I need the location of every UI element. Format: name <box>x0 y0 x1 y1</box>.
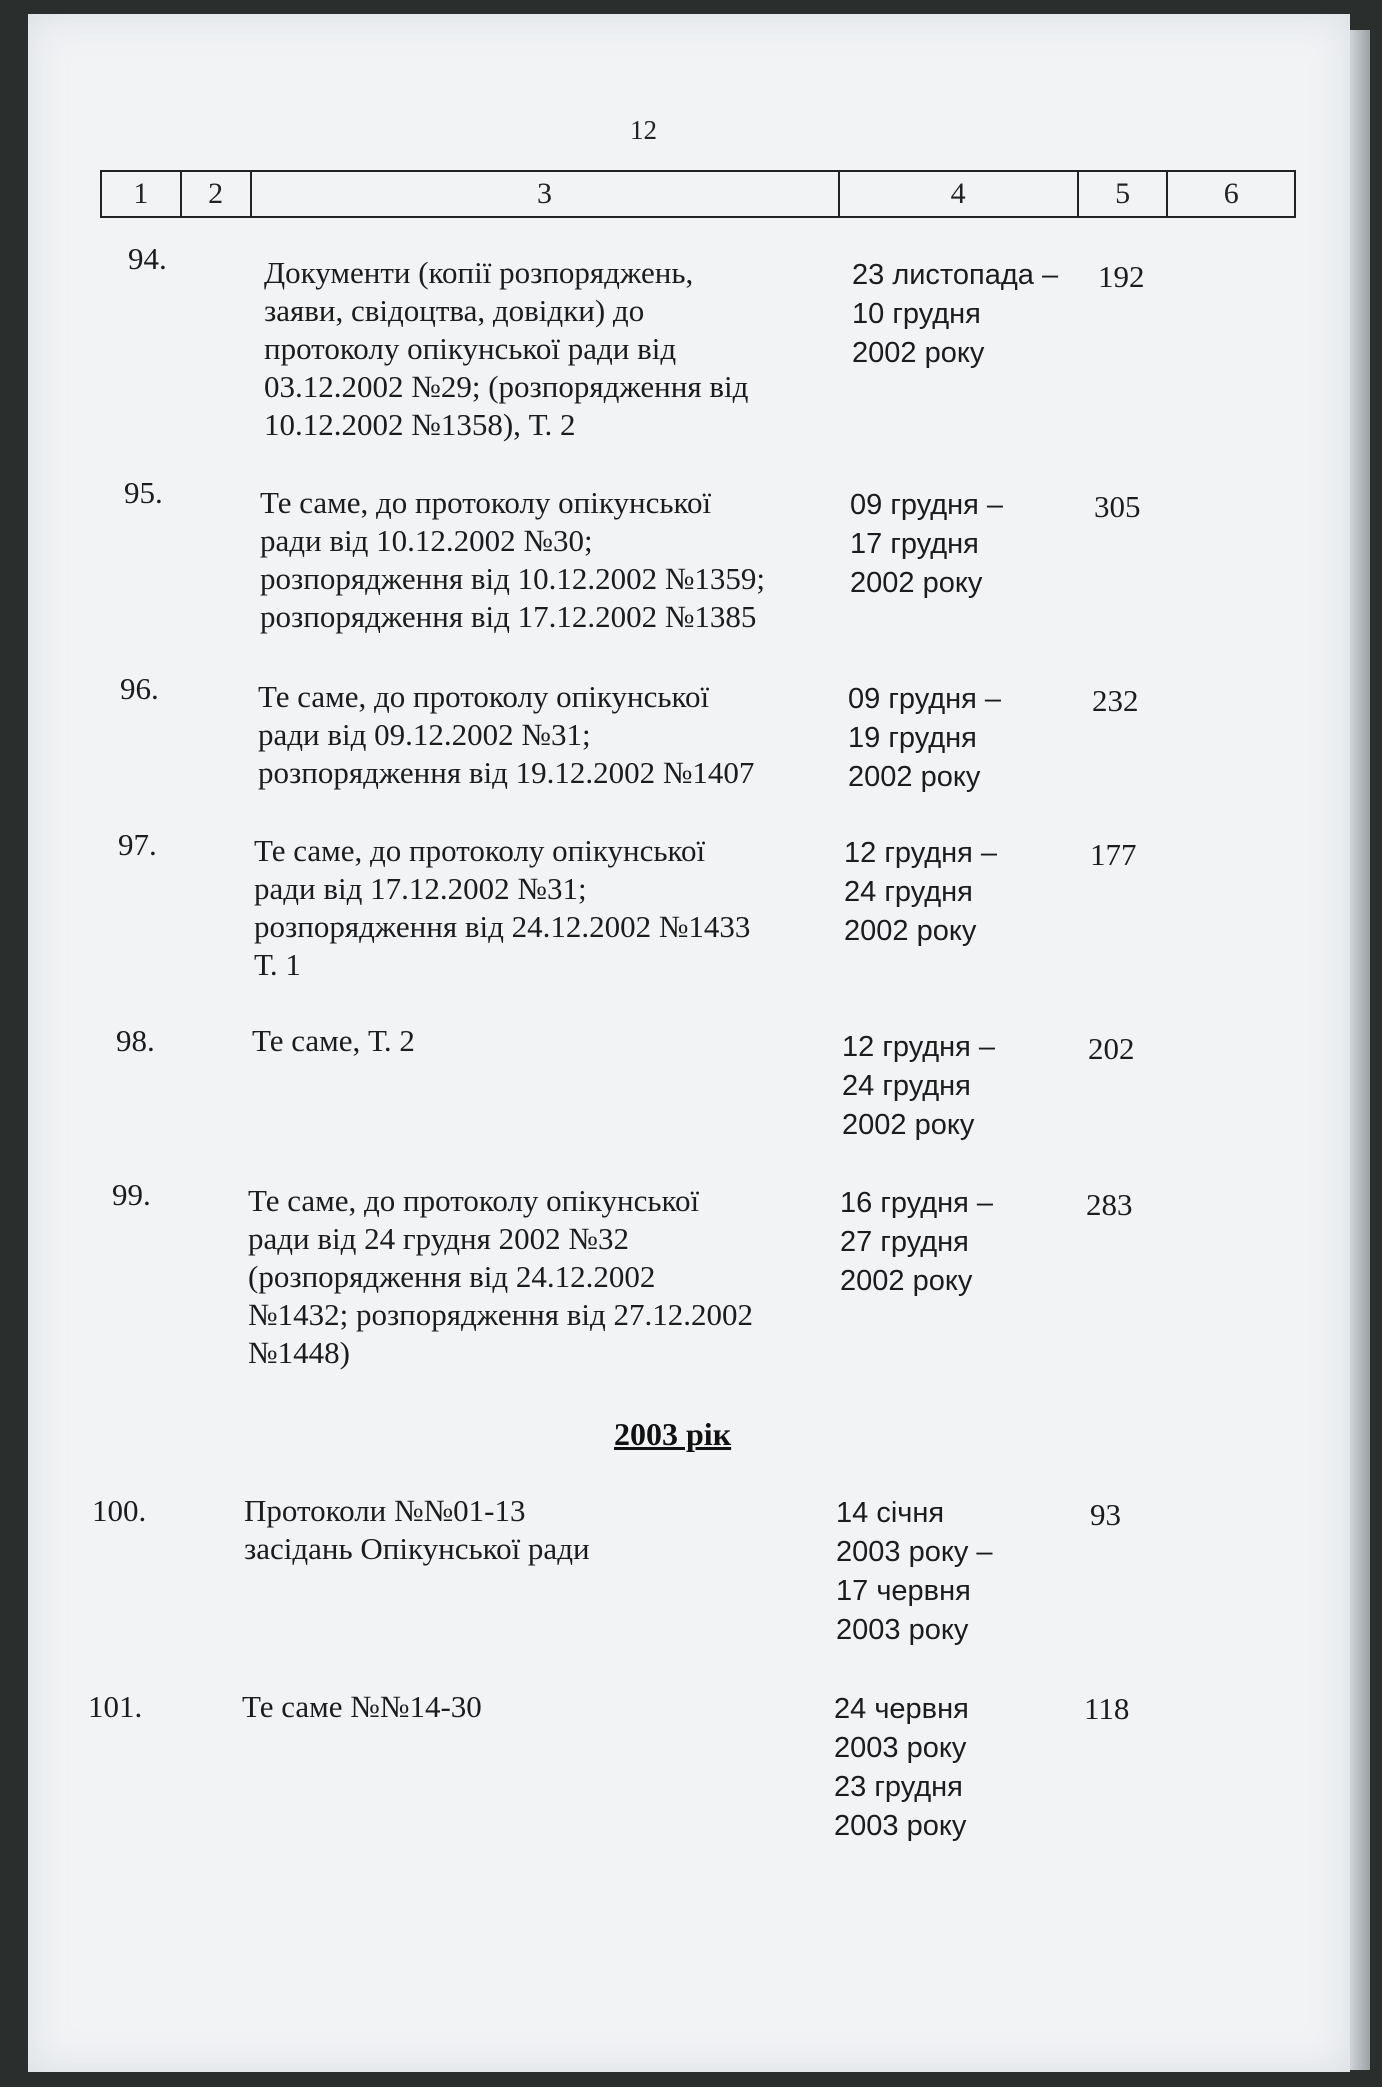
record-dates: 09 грудня – 19 грудня 2002 року <box>848 683 1002 793</box>
record-dates: 09 грудня – 17 грудня 2002 року <box>850 489 1004 599</box>
record-dates: 12 грудня – 24 грудня 2002 року <box>844 837 998 947</box>
page-edge <box>1350 30 1370 2070</box>
header-col-3: 3 <box>252 172 840 216</box>
header-col-4: 4 <box>840 172 1079 216</box>
record-title: Те саме, до протоколу опікунської ради від 09.12.2002 №31; розпорядження від 19.12.2002 №1407 <box>258 679 755 790</box>
record-dates: 24 червня 2003 року 23 грудня 2003 року <box>834 1693 969 1842</box>
record-count: 192 <box>1098 259 1145 294</box>
record-dates: 23 листопада – 10 грудня 2002 року <box>852 259 1059 369</box>
record-number: 96. <box>120 671 159 706</box>
record-number: 101. <box>88 1689 143 1724</box>
record-number: 94. <box>128 241 167 276</box>
record-count: 202 <box>1088 1031 1135 1066</box>
record-title: Те саме №№14-30 <box>242 1689 482 1724</box>
section-heading-year: 2003 рік <box>614 1416 732 1452</box>
record-number: 97. <box>118 827 157 862</box>
record-title: Те саме, Т. 2 <box>252 1023 415 1058</box>
record-count: 177 <box>1090 837 1137 872</box>
record-count: 93 <box>1090 1497 1121 1532</box>
record-title: Протоколи №№01-13 засідань Опікунської ради <box>244 1493 590 1566</box>
record-count: 118 <box>1084 1691 1130 1726</box>
header-col-5: 5 <box>1079 172 1169 216</box>
record-number: 99. <box>112 1177 151 1212</box>
record-title: Документи (копії розпоряджень, заяви, свідоцтва, довідки) до протоколу опікунської ради від 03.12.2002 №29; (розпорядження від 10.12.2002 №1358), Т. 2 <box>264 255 749 442</box>
page-number: 12 <box>630 115 657 145</box>
record-title: Те саме, до протоколу опікунської ради від 17.12.2002 №31; розпорядження від 24.12.2002 №1433 Т. 1 <box>254 833 751 982</box>
header-col-2: 2 <box>182 172 252 216</box>
header-col-1: 1 <box>102 172 182 216</box>
record-count: 283 <box>1086 1187 1133 1222</box>
record-dates: 16 грудня – 27 грудня 2002 року <box>840 1187 994 1297</box>
record-number: 95. <box>124 475 163 510</box>
record-title: Те саме, до протоколу опікунської ради від 10.12.2002 №30; розпорядження від 10.12.2002 №1359; розпорядження від 17.12.2002 №1385 <box>260 485 766 634</box>
record-number: 98. <box>116 1023 155 1058</box>
record-dates: 12 грудня – 24 грудня 2002 року <box>842 1031 996 1141</box>
record-number: 100. <box>92 1493 147 1528</box>
header-col-6: 6 <box>1223 177 1239 210</box>
record-count: 232 <box>1092 683 1139 718</box>
table-header <box>100 170 1296 218</box>
record-dates: 14 січня 2003 року – 17 червня 2003 року <box>836 1497 993 1646</box>
record-title: Те саме, до протоколу опікунської ради від 24 грудня 2002 №32 (розпорядження від 24.12.2002 №1432; розпорядження від 27.12.2002 №1448) <box>248 1183 754 1370</box>
record-count: 305 <box>1094 489 1141 524</box>
